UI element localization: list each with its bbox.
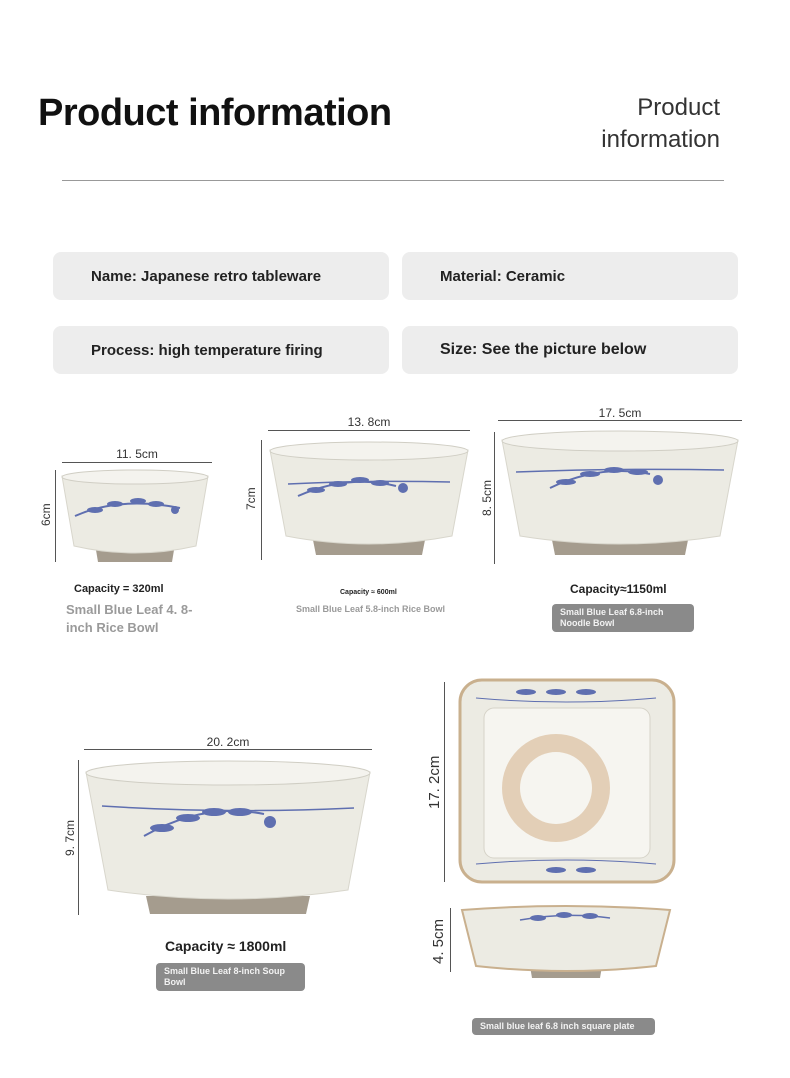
product-3-height-line (494, 432, 495, 564)
product-2-height: 7cm (244, 487, 258, 511)
product-5-width: 17. 2cm (426, 755, 443, 809)
subtitle-line-2: information (601, 126, 720, 153)
info-material (402, 252, 738, 300)
product-4-label: Small Blue Leaf 8-inch Soup Bowl (156, 963, 305, 991)
product-2-label: Small Blue Leaf 5.8-inch Rice Bowl (296, 604, 446, 614)
product-2-capacity: Capacity ≈ 600ml (340, 589, 397, 596)
product-5-plate-side-image (460, 904, 672, 982)
product-2-width-line (268, 430, 470, 431)
product-1-width: 11. 5cm (116, 447, 158, 461)
product-2-height-line (261, 440, 262, 560)
product-1-width-line (62, 462, 212, 463)
product-3-width-line (498, 420, 742, 421)
info-name (53, 252, 389, 300)
product-1-height: 6cm (39, 503, 53, 527)
product-3-label: Small Blue Leaf 6.8-inch Noodle Bowl (552, 604, 694, 632)
info-size (402, 326, 738, 374)
product-5-width-line (444, 682, 445, 882)
header-divider (62, 180, 724, 181)
info-process (53, 326, 389, 374)
info-process-text: Process: high temperature firing (91, 341, 323, 359)
info-material-text: Material: Ceramic (440, 267, 566, 285)
product-5-label: Small blue leaf 6.8 inch square plate (472, 1018, 655, 1035)
subtitle-line-1: Product (637, 94, 720, 121)
product-3-bowl-image (500, 428, 740, 558)
product-5-height: 4. 5cm (430, 918, 447, 964)
product-4-width: 20. 2cm (206, 735, 250, 749)
product-4-width-line (84, 749, 372, 750)
product-4-height: 9. 7cm (63, 819, 77, 856)
product-4-capacity: Capacity ≈ 1800ml (165, 938, 287, 954)
product-1-bowl-image (60, 468, 210, 566)
product-1-label: Small Blue Leaf 4. 8-inch Rice Bowl (66, 602, 193, 635)
product-4-bowl-image (84, 758, 372, 918)
product-3-height: 8. 5cm (480, 480, 494, 517)
info-size-text: Size: See the picture below (440, 341, 647, 358)
product-4-height-line (78, 760, 79, 915)
page-title: Product information (38, 92, 392, 134)
product-3-capacity: Capacity≈1150ml (570, 582, 667, 596)
product-2-width: 13. 8cm (347, 415, 391, 429)
product-5-height-line (450, 908, 451, 972)
product-5-plate-top-image (456, 676, 678, 886)
page-subtitle (601, 92, 720, 156)
info-name-text: Name: Japanese retro tableware (91, 267, 322, 285)
product-3-width: 17. 5cm (598, 406, 642, 420)
product-1-capacity: Capacity = 320ml (74, 583, 164, 595)
product-2-bowl-image (268, 440, 470, 558)
product-1-height-line (55, 470, 56, 562)
